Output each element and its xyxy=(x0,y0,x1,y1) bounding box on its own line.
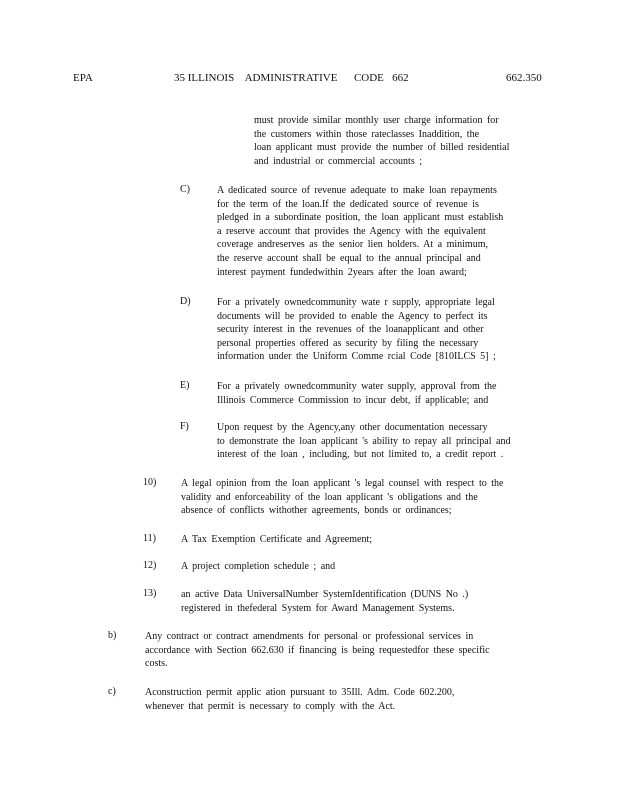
text-line: and industrial or commercial accounts ; xyxy=(254,155,423,167)
text-line: whenever that permit is necessary to comply with the Act. xyxy=(145,700,396,712)
text-line: absence of conflicts withother agreements, bonds or ordinances; xyxy=(181,505,452,517)
item-label-12: 12) xyxy=(143,560,157,571)
text-line: Upon request by the Agency,any other documentation necessary xyxy=(217,422,488,433)
item-label-d: D) xyxy=(180,296,191,307)
item-b-text xyxy=(145,630,490,671)
item-c-text xyxy=(217,184,503,279)
item-10-text xyxy=(181,477,503,518)
text-line: interest payment fundedwithin 2years after the loan award; xyxy=(217,266,467,278)
text-line: accordance with Section 662.630 if financing is being requestedfor these specific xyxy=(145,644,490,656)
item-label-c: C) xyxy=(180,184,190,195)
text-line: costs. xyxy=(145,658,168,670)
item-label-e: E) xyxy=(180,380,190,391)
text-line: For a privately ownedcommunity wate r supply, appropriate legal xyxy=(217,297,495,308)
item-d-text xyxy=(217,296,496,364)
header-left: EPA xyxy=(73,72,93,84)
item-label-10: 10) xyxy=(143,477,157,488)
text-line: A project completion schedule ; and xyxy=(181,561,336,572)
text-line: information under the Uniform Comme rcial Code [810ILCS 5] ; xyxy=(217,351,496,363)
item-label-b: b) xyxy=(108,630,117,641)
header-center: 35 ILLINOIS ADMINISTRATIVE CODE 662 xyxy=(174,72,409,84)
text-line: registered in thefederal System for Award Management Systems. xyxy=(181,602,455,614)
item-12-text xyxy=(181,560,335,574)
text-line: Any contract or contract amendments for personal or professional services in xyxy=(145,631,474,642)
item-13-text xyxy=(181,588,468,615)
text-line: for the term of the loan.If the dedicated source of revenue is xyxy=(217,198,479,210)
text-line: A dedicated source of revenue adequate to make loan repayments xyxy=(217,185,497,196)
header-right: 662.350 xyxy=(506,72,542,84)
text-line: A legal opinion from the loan applicant 's legal counsel with respect to the xyxy=(181,478,504,489)
item-c-lower-text xyxy=(145,686,454,713)
item-label-11: 11) xyxy=(143,533,156,544)
text-line: interest of the loan , including, but not limited to, a credit report . xyxy=(217,449,504,461)
text-line: the customers within those rateclasses Inaddition, the xyxy=(254,128,480,140)
text-line: Aconstruction permit applic ation pursuant to 35Ill. Adm. Code 602.200, xyxy=(145,687,455,698)
item-label-f: F) xyxy=(180,421,189,432)
text-line: security interest in the revenues of the loanapplicant and other xyxy=(217,324,484,336)
text-line: must provide similar monthly user charge information for xyxy=(254,115,499,126)
item-11-text xyxy=(181,533,372,547)
item-label-c-lower: c) xyxy=(108,686,116,697)
text-line: an active Data UniversalNumber SystemIdentification (DUNS No .) xyxy=(181,589,469,600)
text-line: personal properties offered as security by filing the necessary xyxy=(217,337,479,349)
item-label-13: 13) xyxy=(143,588,157,599)
text-line: A Tax Exemption Certificate and Agreement; xyxy=(181,534,373,545)
item-e-text xyxy=(217,380,496,407)
text-line: validity and enforceability of the loan applicant 's obligations and the xyxy=(181,491,478,503)
text-line: to demonstrate the loan applicant 's ability to repay all principal and xyxy=(217,435,511,447)
item-f-text xyxy=(217,421,510,462)
text-line: a reserve account that provides the Agency with the equivalent xyxy=(217,225,486,237)
text-line: For a privately ownedcommunity water supply, approval from the xyxy=(217,381,497,392)
text-line: coverage andreserves as the senior lien holders. At a minimum, xyxy=(217,239,488,251)
text-line: loan applicant must provide the number of billed residential xyxy=(254,142,510,154)
text-line: pledged in a subordinate position, the loan applicant must establish xyxy=(217,212,504,224)
text-line: Illinois Commerce Commission to incur debt, if applicable; and xyxy=(217,394,489,406)
continuation-paragraph xyxy=(254,114,509,168)
text-line: documents will be provided to enable the Agency to perfect its xyxy=(217,310,488,322)
text-line: the reserve account shall be equal to the annual principal and xyxy=(217,252,481,264)
